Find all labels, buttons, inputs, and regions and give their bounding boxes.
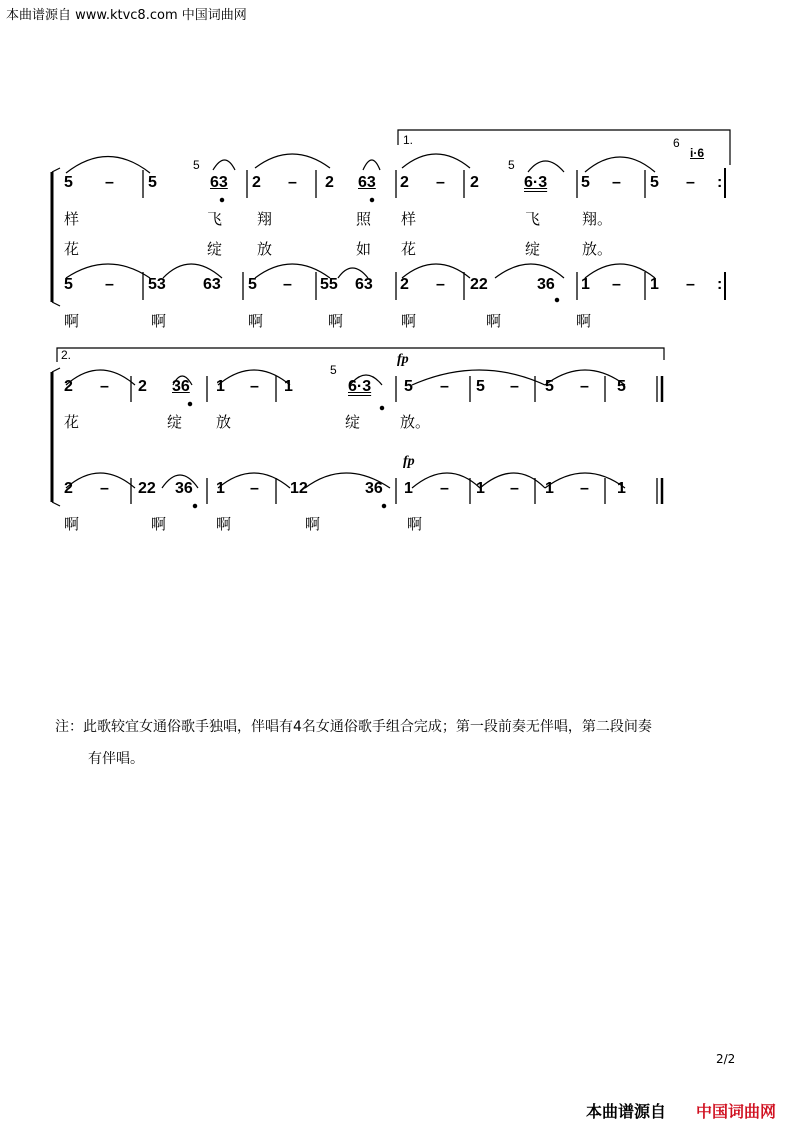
- lyric: 啊: [486, 312, 502, 330]
- lyric: 啊: [216, 515, 232, 533]
- note: 5: [404, 378, 413, 395]
- lyric: 啊: [328, 312, 344, 330]
- note: –: [686, 174, 695, 191]
- note: 36: [175, 480, 193, 497]
- note: –: [440, 480, 449, 497]
- note: –: [250, 378, 259, 395]
- note: 5: [617, 378, 626, 395]
- lyric: 花: [64, 240, 80, 258]
- lyric: 啊: [248, 312, 264, 330]
- note: 1: [476, 480, 485, 497]
- lyric: 飞: [525, 210, 541, 228]
- note: 53: [148, 276, 166, 293]
- note: 5: [476, 378, 485, 395]
- note: –: [686, 276, 695, 293]
- note: 5: [545, 378, 554, 395]
- lyric: 啊: [576, 312, 592, 330]
- note: 63: [355, 276, 373, 293]
- note: –: [100, 378, 109, 395]
- lyric: 花: [401, 240, 417, 258]
- footnote-line-1: 注：此歌较宜女通俗歌手独唱，伴唱有4名女通俗歌手组合完成；第一段前奏无伴唱，第二段间奏: [55, 719, 652, 735]
- lyric: 绽: [345, 413, 361, 431]
- note: 6·3: [524, 174, 548, 191]
- note: 1: [545, 480, 554, 497]
- note: –: [580, 378, 589, 395]
- note: –: [510, 480, 519, 497]
- note: –: [440, 378, 449, 395]
- note: 2: [400, 174, 409, 191]
- note: 2: [252, 174, 261, 191]
- dynamic-fp-upper: fp: [397, 352, 409, 367]
- grace-upper-notes: i·6: [690, 146, 705, 160]
- note: 5: [650, 174, 659, 191]
- note: 63: [203, 276, 221, 293]
- note: 2: [64, 480, 73, 497]
- note: 1: [216, 480, 225, 497]
- grace-note: 5: [330, 363, 337, 377]
- lyric: 啊: [64, 312, 80, 330]
- note: 55: [320, 276, 338, 293]
- lyric: 啊: [64, 515, 80, 533]
- footer-site-name: 中国词曲网: [696, 1102, 777, 1121]
- note: 22: [470, 276, 488, 293]
- repeat-sign: :: [717, 276, 723, 293]
- lyric: 啊: [151, 515, 167, 533]
- note: 1: [581, 276, 590, 293]
- note: 36: [365, 480, 383, 497]
- note: 2: [325, 174, 334, 191]
- note: 5: [148, 174, 157, 191]
- note: –: [436, 276, 445, 293]
- note: –: [250, 480, 259, 497]
- note: –: [612, 174, 621, 191]
- note: 1: [284, 378, 293, 395]
- lyric: 绽: [525, 240, 541, 258]
- volta-second-label: 2.: [61, 348, 72, 362]
- grace-note: 5: [193, 158, 200, 172]
- repeat-sign: :: [717, 174, 723, 191]
- lyric: 啊: [151, 312, 167, 330]
- lyric: 飞: [207, 210, 223, 228]
- note: 5: [64, 276, 73, 293]
- note: 5: [248, 276, 257, 293]
- lyric: 啊: [407, 515, 423, 533]
- note: –: [580, 480, 589, 497]
- note: 2: [400, 276, 409, 293]
- note: 2: [64, 378, 73, 395]
- note: 22: [138, 480, 156, 497]
- lyric: 放。: [400, 413, 431, 431]
- lyric: 如: [356, 240, 372, 258]
- header-source-text: 本曲谱源自 www.ktvc8.com 中国词曲网: [6, 8, 247, 23]
- note: 2: [470, 174, 479, 191]
- note: 12: [290, 480, 308, 497]
- dynamic-fp-lower: fp: [403, 454, 415, 469]
- note: 6·3: [348, 378, 372, 395]
- note: 63: [210, 174, 228, 191]
- note: –: [105, 276, 114, 293]
- note: 5: [64, 174, 73, 191]
- lyric: 绽: [207, 240, 223, 258]
- note: 1: [650, 276, 659, 293]
- note: –: [436, 174, 445, 191]
- lyric: 花: [64, 413, 80, 431]
- note: 1: [404, 480, 413, 497]
- lyric: 啊: [401, 312, 417, 330]
- lyric: 绽: [167, 413, 183, 431]
- lyric: 啊: [305, 515, 321, 533]
- note: 36: [537, 276, 555, 293]
- note: –: [612, 276, 621, 293]
- lyric: 放。: [582, 240, 613, 258]
- note: 1: [617, 480, 626, 497]
- lyric: 放: [257, 240, 273, 258]
- note: –: [100, 480, 109, 497]
- note: 63: [358, 174, 376, 191]
- lyric: 照: [356, 210, 372, 228]
- music-score: [0, 0, 793, 560]
- lyric: 翔: [257, 210, 273, 228]
- lyric: 翔。: [582, 210, 613, 228]
- note: 36: [172, 378, 190, 395]
- lyric: 样: [401, 210, 417, 228]
- footer-source-label: 本曲谱源自: [586, 1102, 667, 1121]
- grace-note: 5: [508, 158, 515, 172]
- note: –: [283, 276, 292, 293]
- grace-note: 6: [673, 136, 680, 150]
- note: 1: [216, 378, 225, 395]
- note: –: [105, 174, 114, 191]
- footnote-line-2: 有伴唱。: [88, 751, 144, 767]
- note: 5: [581, 174, 590, 191]
- lyric: 样: [64, 210, 80, 228]
- lyric: 放: [216, 413, 232, 431]
- note: –: [288, 174, 297, 191]
- page-number: 2/2: [716, 1052, 736, 1066]
- volta-first-label: 1.: [403, 133, 414, 147]
- note: –: [510, 378, 519, 395]
- note: 2: [138, 378, 147, 395]
